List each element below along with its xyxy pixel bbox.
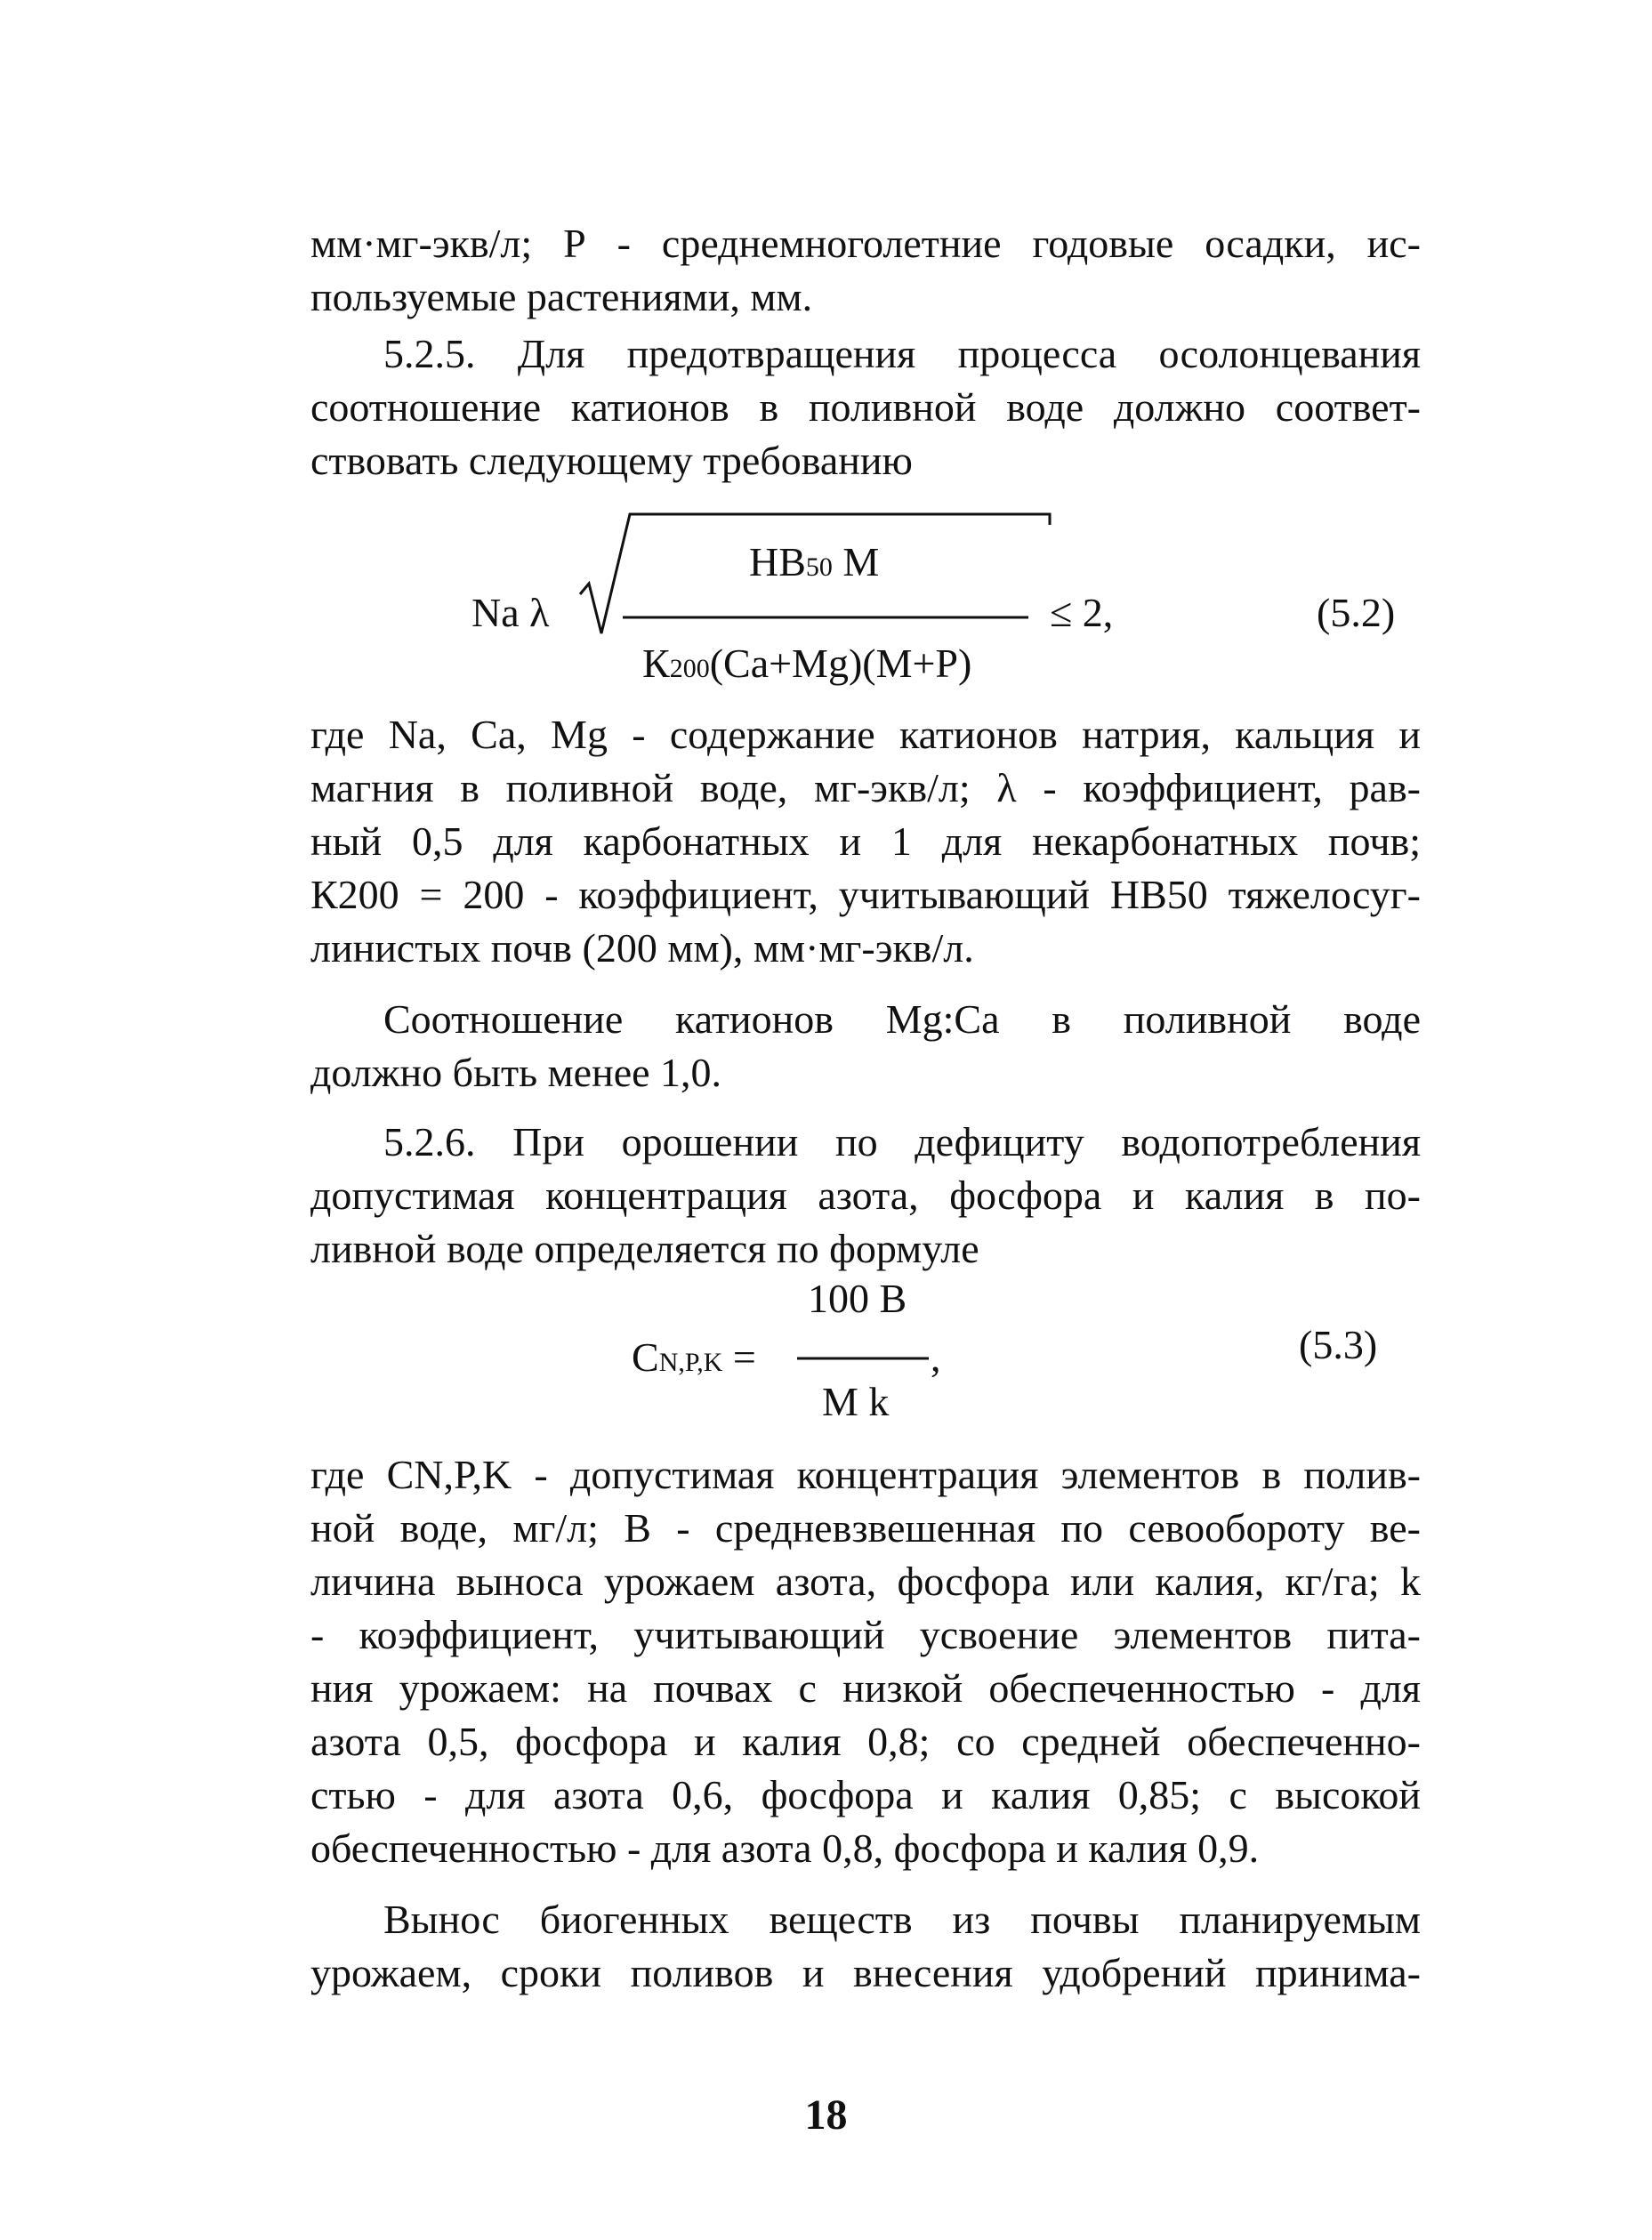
text-line: ния урожаем: на почвах с низкой обеспеченностью - для (310, 1665, 1421, 1711)
text-line: допустимая концентрация азота, фосфора и калия в по- (310, 1172, 1421, 1218)
formula-numerator: НВ50 M (749, 539, 880, 584)
text-line: 5.2.5. Для предотвращения процесса осолонцевания (383, 331, 1421, 376)
text-line: 5.2.6. При орошении по дефициту водопотребления (383, 1119, 1421, 1164)
text-line: азота 0,5, фосфора и калия 0,8; со средней обеспеченно- (310, 1719, 1421, 1764)
text-line: ливной воде определяется по формуле (310, 1226, 979, 1271)
page-number: 18 (804, 2091, 848, 2139)
text-line: Соотношение катионов Mg:Ca в поливной воде (383, 996, 1421, 1042)
formula-relation: ≤ 2, (1050, 590, 1114, 635)
text-line: обеспеченностью - для азота 0,8, фосфора и калия 0,9. (310, 1825, 1260, 1871)
text-line: ной воде, мг/л; В - средневзвешенная по севообороту ве- (310, 1505, 1421, 1551)
text-line: - коэффициент, учитывающий усвоение элементов пита- (310, 1612, 1421, 1657)
formula-comma: , (931, 1334, 941, 1380)
text-line: должно быть менее 1,0. (310, 1050, 722, 1095)
formula-numerator: 100 В (808, 1276, 907, 1321)
text-line: где Na, Ca, Mg - содержание катионов натрия, кальция и (310, 712, 1421, 757)
text-line: линистых почв (200 мм), мм·мг-экв/л. (310, 925, 974, 971)
text-line: Вынос биогенных веществ из почвы планируемым (383, 1897, 1421, 1942)
text-line: мм·мг-экв/л; Р - среднемноголетние годовые осадки, ис- (310, 221, 1421, 266)
formula-lhs: CN,P,K = (632, 1334, 756, 1380)
text-line: ствовать следующему требованию (310, 438, 913, 483)
text-line: соотношение катионов в поливной воде должно соответ- (310, 384, 1421, 430)
text-line: ный 0,5 для карбонатных и 1 для некарбонатных почв; (310, 818, 1421, 864)
text-line: где CN,P,K - допустимая концентрация элементов в полив- (310, 1452, 1421, 1497)
formula-lhs: Na λ (471, 590, 550, 635)
formula-denominator: M k (822, 1379, 890, 1424)
equation-number: (5.2) (1317, 590, 1396, 635)
text-line: стью - для азота 0,6, фосфора и калия 0,85; с высокой (310, 1772, 1421, 1817)
text-line: личина выноса урожаем азота, фосфора или калия, кг/га; k (310, 1559, 1421, 1604)
text-line: К200 = 200 - коэффициент, учитывающий НВ50 тяжелосуг- (310, 872, 1421, 917)
text-line: урожаем, сроки поливов и внесения удобрений принима- (310, 1950, 1421, 1995)
equation-number: (5.3) (1299, 1322, 1378, 1367)
formula-denominator: К200(Ca+Mg)(M+P) (642, 641, 972, 686)
text-line: пользуемые растениями, мм. (310, 274, 813, 319)
text-line: магния в поливной воде, мг-экв/л; λ - коэффициент, рав- (310, 765, 1421, 810)
